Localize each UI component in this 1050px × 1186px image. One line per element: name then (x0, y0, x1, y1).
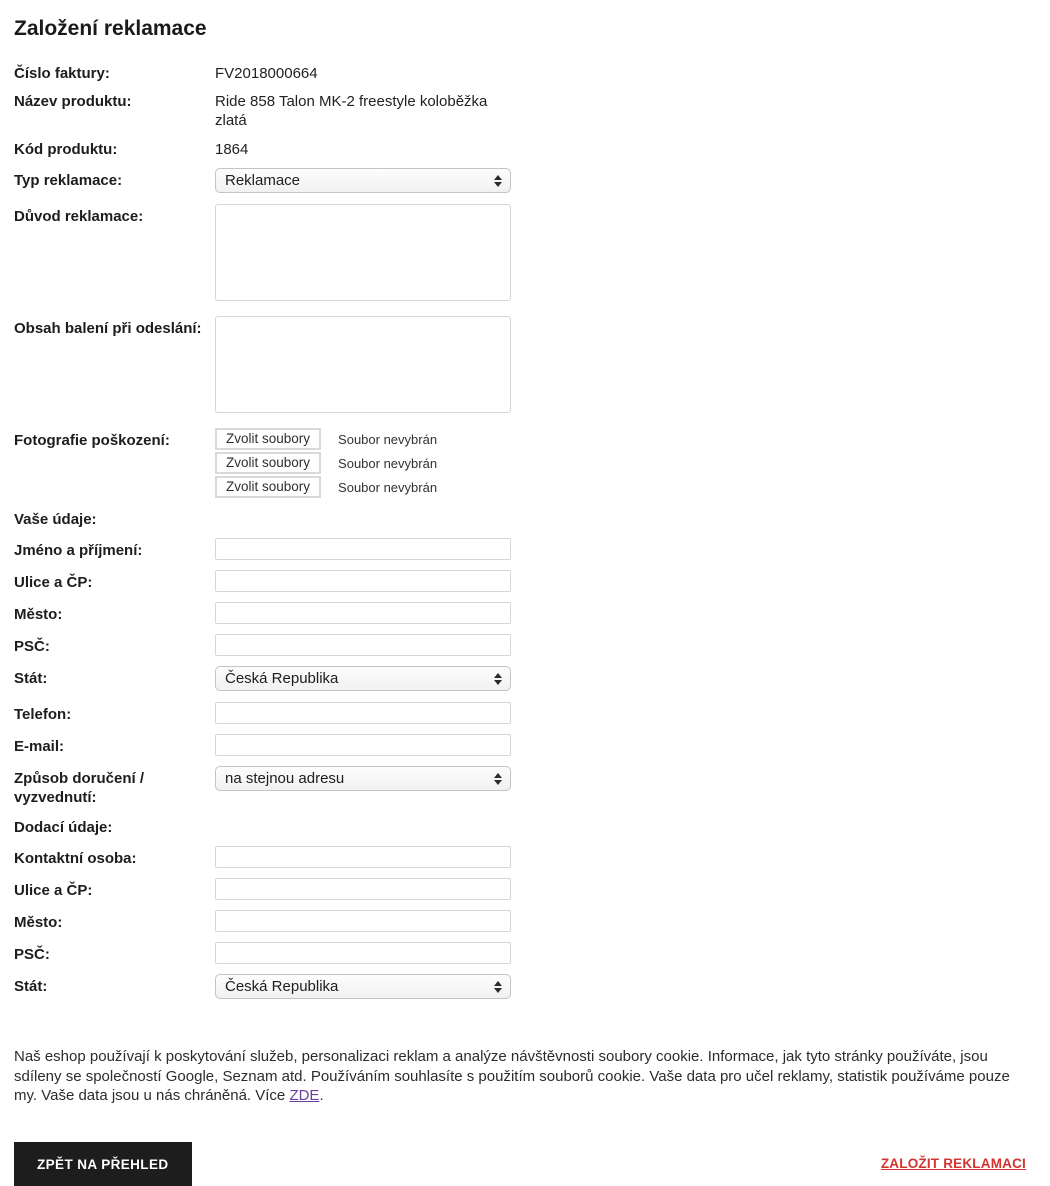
file-input-row-3 (215, 476, 437, 498)
back-to-overview-button[interactable]: ZPĚT NA PŘEHLED (14, 1142, 192, 1186)
delivery-street-input[interactable] (215, 878, 511, 900)
delivery-zip-label: PSČ: (14, 946, 50, 963)
photos-label: Fotografie poškození: (14, 432, 170, 449)
contact-person-input[interactable] (215, 846, 511, 868)
delivery-country-row (14, 974, 1036, 999)
delivery-details-heading: Dodací údaje: (14, 819, 113, 836)
country-selected-value: Česká Republika (225, 670, 339, 687)
invoice-value: FV2018000664 (215, 65, 318, 82)
delivery-details-heading-row (14, 818, 1036, 837)
delivery-city-label: Město: (14, 914, 63, 931)
email-label: E-mail: (14, 738, 65, 755)
phone-row (14, 702, 1036, 724)
phone-label: Telefon: (14, 706, 72, 723)
phone-input[interactable] (215, 702, 511, 724)
invoice-label: Číslo faktury: (14, 65, 110, 82)
delivery-country-label: Stát: (14, 978, 48, 995)
city-row (14, 602, 1036, 624)
product-name-value: Ride 858 Talon MK-2 freestyle koloběžka zlatá (215, 93, 488, 129)
cookie-notice-text: Naš eshop používají k poskytování služeb, personalizaci reklam a analýze návštěvnosti soubory cookie. Informace, jak tyto stránky používáte, jsou sdíleny se společností Google, Seznam atd. Používáním souhlasíte s použitím souborů cookie. Vaše data pro učel reklamy, statistik používáme pouze my. Vaše data jsou u nás chráněná. Více (14, 1048, 1010, 1104)
your-details-heading: Vaše údaje: (14, 511, 97, 528)
delivery-method-label: Způsob doručení / vyzvednutí: (14, 770, 144, 806)
street-row (14, 570, 1036, 592)
delivery-street-row (14, 878, 1036, 900)
package-contents-textarea[interactable] (215, 316, 511, 413)
file-status-2: Soubor nevybrán (338, 455, 438, 471)
delivery-city-input[interactable] (215, 910, 511, 932)
delivery-method-selected-value: na stejnou adresu (225, 770, 345, 787)
country-select[interactable] (215, 666, 511, 691)
delivery-method-select[interactable] (215, 766, 511, 791)
delivery-zip-row (14, 942, 1036, 964)
claim-type-selected-value: Reklamace (225, 172, 301, 189)
claim-reason-row (14, 204, 1036, 301)
street-label: Ulice a ČP: (14, 574, 93, 591)
photos-file-inputs (215, 428, 437, 500)
claim-reason-label: Důvod reklamace: (14, 208, 144, 225)
full-name-input[interactable] (215, 538, 511, 560)
delivery-city-row (14, 910, 1036, 932)
full-name-label: Jméno a příjmení: (14, 542, 143, 559)
delivery-street-label: Ulice a ČP: (14, 882, 93, 899)
contact-person-row (14, 846, 1036, 868)
footer-actions (14, 1142, 1036, 1186)
cookie-more-info-link[interactable]: ZDE (289, 1087, 320, 1104)
choose-files-button-1[interactable]: Zvolit soubory (215, 428, 321, 450)
your-details-heading-row (14, 510, 1036, 529)
delivery-method-row (14, 766, 1036, 807)
file-status-3: Soubor nevybrán (338, 479, 438, 495)
email-row (14, 734, 1036, 756)
cookie-notice (14, 1047, 1037, 1106)
create-claim-link[interactable]: ZALOŽIT REKLAMACI (880, 1156, 1026, 1171)
select-updown-icon (494, 981, 502, 993)
select-updown-icon (494, 175, 502, 187)
page-title: Založení reklamace (14, 17, 207, 40)
invoice-row (14, 64, 1036, 83)
full-name-row (14, 538, 1036, 560)
product-code-label: Kód produktu: (14, 141, 118, 158)
choose-files-button-2[interactable]: Zvolit soubory (215, 452, 321, 474)
cookie-notice-period: . (319, 1087, 324, 1104)
file-status-1: Soubor nevybrán (338, 431, 438, 447)
claim-type-select[interactable] (215, 168, 511, 193)
product-code-value: 1864 (215, 141, 249, 158)
city-input[interactable] (215, 602, 511, 624)
claim-type-label: Typ reklamace: (14, 172, 123, 189)
package-contents-label: Obsah balení při odeslání: (14, 320, 202, 337)
choose-files-button-3[interactable]: Zvolit soubory (215, 476, 321, 498)
country-row (14, 666, 1036, 691)
email-input[interactable] (215, 734, 511, 756)
delivery-country-selected-value: Česká Republika (225, 978, 339, 995)
city-label: Město: (14, 606, 63, 623)
product-name-row (14, 92, 1036, 130)
select-updown-icon (494, 773, 502, 785)
delivery-zip-input[interactable] (215, 942, 511, 964)
street-input[interactable] (215, 570, 511, 592)
file-input-row-1 (215, 428, 437, 450)
delivery-country-select[interactable] (215, 974, 511, 999)
product-code-row (14, 140, 1036, 159)
claim-type-row (14, 168, 1036, 193)
zip-label: PSČ: (14, 638, 50, 655)
contact-person-label: Kontaktní osoba: (14, 850, 137, 867)
package-contents-row (14, 316, 1036, 413)
claim-reason-textarea[interactable] (215, 204, 511, 301)
zip-input[interactable] (215, 634, 511, 656)
product-name-label: Název produktu: (14, 93, 132, 110)
file-input-row-2 (215, 452, 437, 474)
photos-row (14, 428, 1036, 500)
zip-row (14, 634, 1036, 656)
country-label: Stát: (14, 670, 48, 687)
select-updown-icon (494, 673, 502, 685)
